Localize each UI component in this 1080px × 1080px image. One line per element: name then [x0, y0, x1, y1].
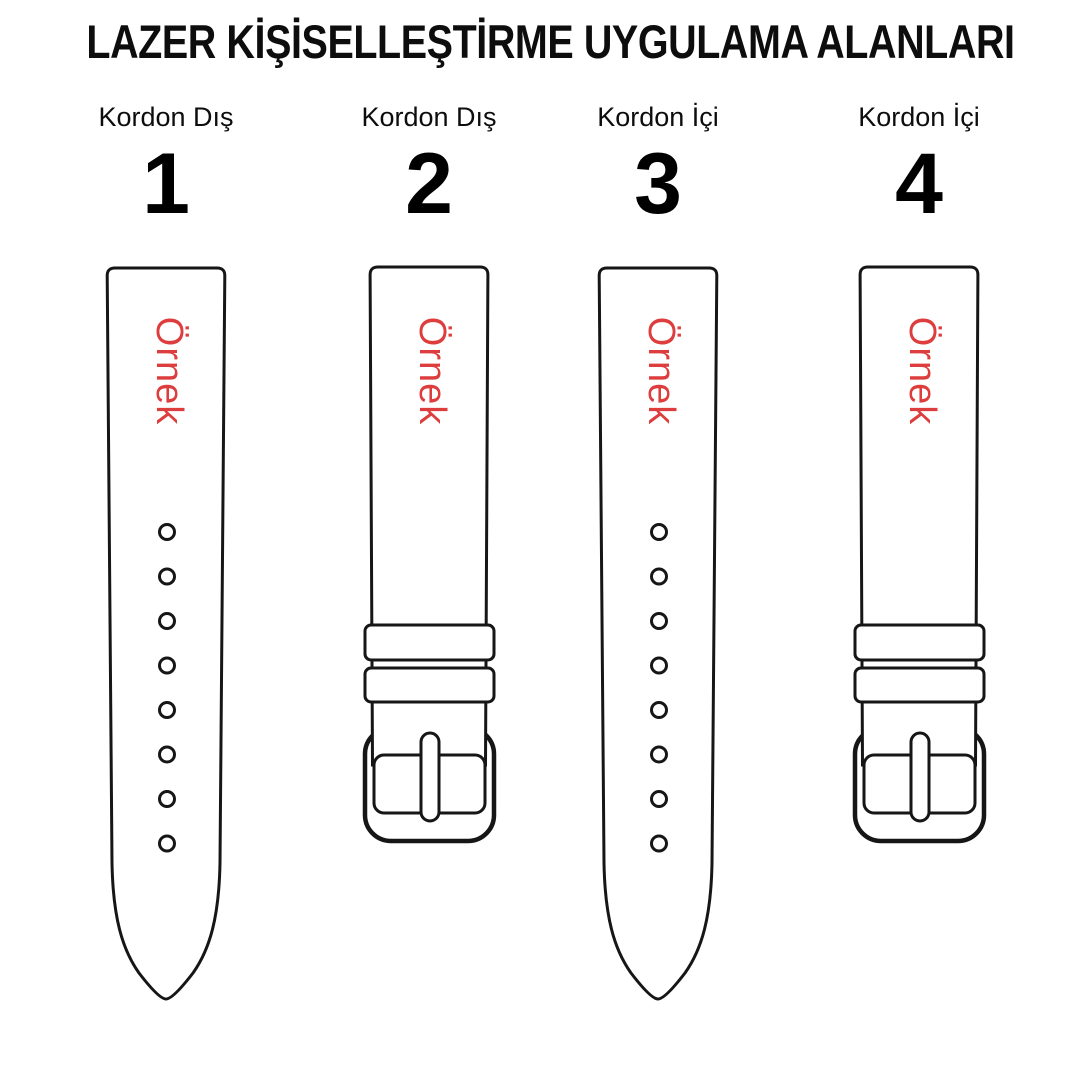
column-kordon-dis-2	[314, 100, 544, 845]
strap-hole	[652, 658, 667, 673]
watch-strap-buckle-illustration	[359, 265, 499, 845]
sample-engraving-text: Örnek	[640, 316, 682, 426]
area-number: 4	[895, 136, 943, 232]
column-kordon-dis-1	[51, 100, 281, 1010]
strap-hole	[652, 525, 667, 540]
keeper-loop	[365, 668, 494, 702]
strap-hole	[652, 703, 667, 718]
column-kordon-ici-3	[543, 100, 773, 1010]
column-kordon-ici-4	[804, 100, 1034, 845]
strap-hole	[160, 792, 175, 807]
watch-strap-tail-illustration	[588, 265, 728, 1010]
page-title: LAZER KİŞİSELLEŞTİRME UYGULAMA ALANLARI	[86, 15, 1015, 68]
strap-hole	[160, 703, 175, 718]
watch-strap-buckle-illustration	[849, 265, 989, 845]
strap-hole	[652, 836, 667, 851]
area-number: 1	[142, 136, 190, 232]
strap-hole	[160, 525, 175, 540]
keeper-loop	[855, 625, 984, 660]
area-number: 2	[405, 136, 453, 232]
strap-hole	[160, 614, 175, 629]
strap-hole	[652, 569, 667, 584]
area-label: Kordon İçi	[858, 102, 980, 132]
strap-hole	[160, 658, 175, 673]
sample-engraving-text: Örnek	[411, 316, 453, 426]
strap-hole	[652, 792, 667, 807]
area-number: 3	[634, 136, 682, 232]
strap-hole	[652, 614, 667, 629]
strap-hole	[160, 836, 175, 851]
strap-hole	[652, 747, 667, 762]
watch-strap-tail-illustration	[96, 265, 236, 1010]
strap-hole	[160, 569, 175, 584]
sample-engraving-text: Örnek	[148, 316, 190, 426]
area-label: Kordon İçi	[597, 102, 719, 132]
buckle-pin	[911, 733, 929, 821]
sample-engraving-text: Örnek	[901, 316, 943, 426]
strap-hole	[160, 747, 175, 762]
area-label: Kordon Dış	[361, 102, 497, 132]
buckle-pin	[421, 733, 439, 821]
area-label: Kordon Dış	[98, 102, 234, 132]
keeper-loop	[855, 668, 984, 702]
keeper-loop	[365, 625, 494, 660]
